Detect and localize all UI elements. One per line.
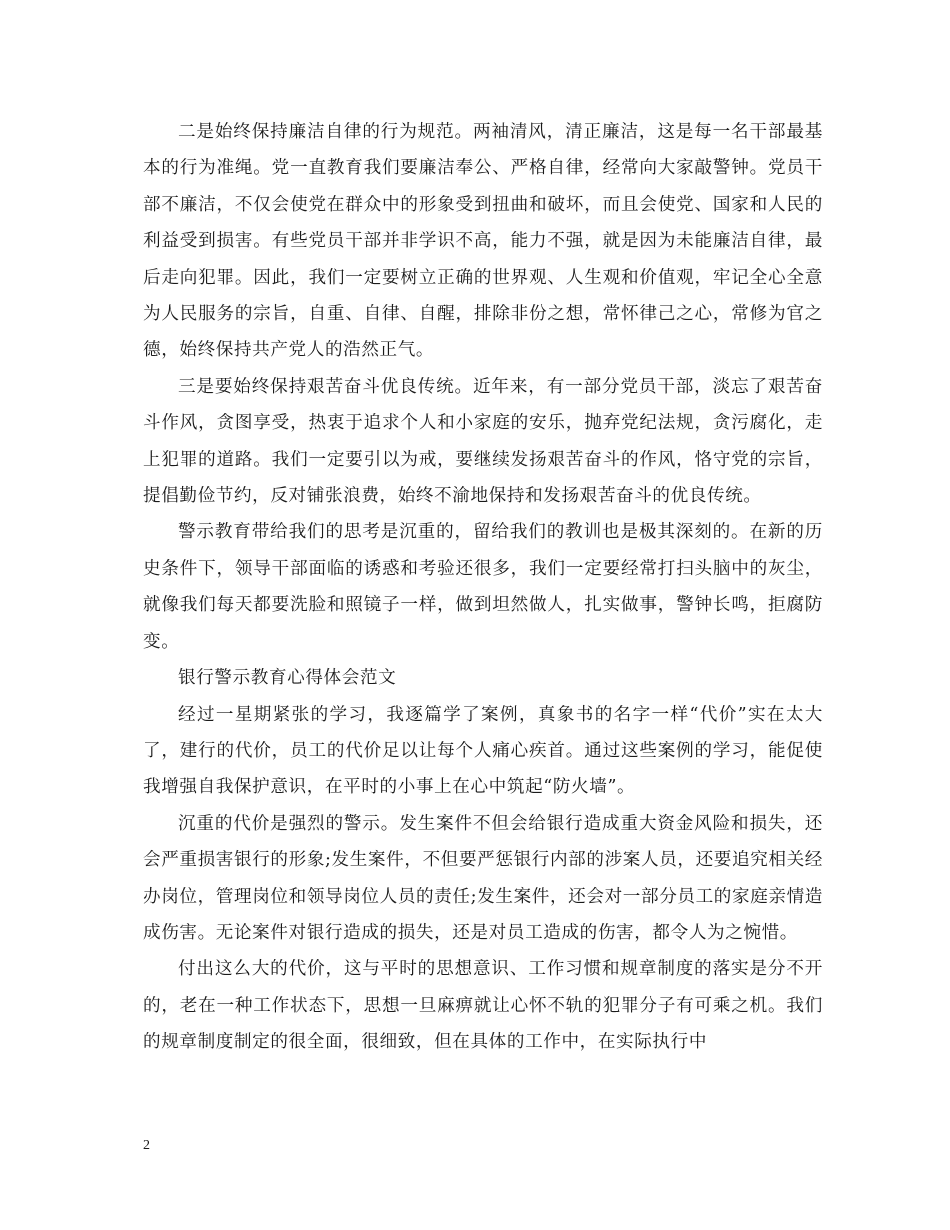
paragraph-integrity-norms: 二是始终保持廉洁自律的行为规范。两袖清风，清正廉洁，这是每一名干部最基本的行为准绳。党一直教育我们要廉洁奉公、严格自律，经常向大家敲警钟。党员干部不廉洁，不仅会使党在群众中的形象受到扭曲和破坏，而且会使党、国家和人民的利益受到损害。有些党员干部并非学识不高，能力不强，就是因为未能廉洁自律，最后走向犯罪。因此，我们一定要树立正确的世界观、人生观和价值观，牢记全心全意为人民服务的宗旨，自重、自律、自醒，排除非份之想，常怀律己之心，常修为官之德，始终保持共产党人的浩然正气。	[143, 122, 823, 361]
paragraph-price-causes: 付出这么大的代价，这与平时的思想意识、工作习惯和规章制度的落实是分不开的，老在一种工作状态下，思想一旦麻痹就让心怀不轨的犯罪分子有可乘之机。我们的规章制度制定的很全面，很细致，但在具体的工作中，在实际执行中	[143, 959, 823, 1053]
paragraph-heavy-price: 沉重的代价是强烈的警示。发生案件不但会给银行造成重大资金风险和损失，还会严重损害银行的形象;发生案件，不但要严惩银行内部的涉案人员，还要追究相关经办岗位，管理岗位和领导岗位人员的责任;发生案件，还会对一部分员工的家庭亲情造成伤害。无论案件对银行造成的损失，还是对员工造成的伤害，都令人为之惋惜。	[143, 813, 823, 943]
paragraph-study-cases: 经过一星期紧张的学习，我逐篇学了案例，真象书的名字一样“代价”实在太大了，建行的代价，员工的代价足以让每个人痛心疾首。通过这些案例的学习，能促使我增强自我保护意识，在平时的小事上在心中筑起“防火墙”。	[143, 704, 823, 798]
document-body	[143, 114, 823, 1061]
paragraph-reflection: 警示教育带给我们的思考是沉重的，留给我们的教训也是极其深刻的。在新的历史条件下，领导干部面临的诱惑和考验还很多，我们一定要经常打扫头脑中的灰尘，就像我们每天都要洗脸和照镜子一样，做到坦然做人，扎实做事，警钟长鸣，拒腐防变。	[143, 522, 823, 652]
section-heading: 银行警示教育心得体会范文	[178, 668, 397, 689]
paragraph-hard-work-tradition: 三是要始终保持艰苦奋斗优良传统。近年来，有一部分党员干部，淡忘了艰苦奋斗作风，贪图享受，热衷于追求个人和小家庭的安乐，抛弃党纪法规，贪污腐化，走上犯罪的道路。我们一定要引以为戒，要继续发扬艰苦奋斗的作风，恪守党的宗旨，提倡勤俭节约，反对铺张浪费，始终不渝地保持和发扬艰苦奋斗的优良传统。	[143, 376, 823, 507]
page-number: 2	[143, 1138, 150, 1153]
